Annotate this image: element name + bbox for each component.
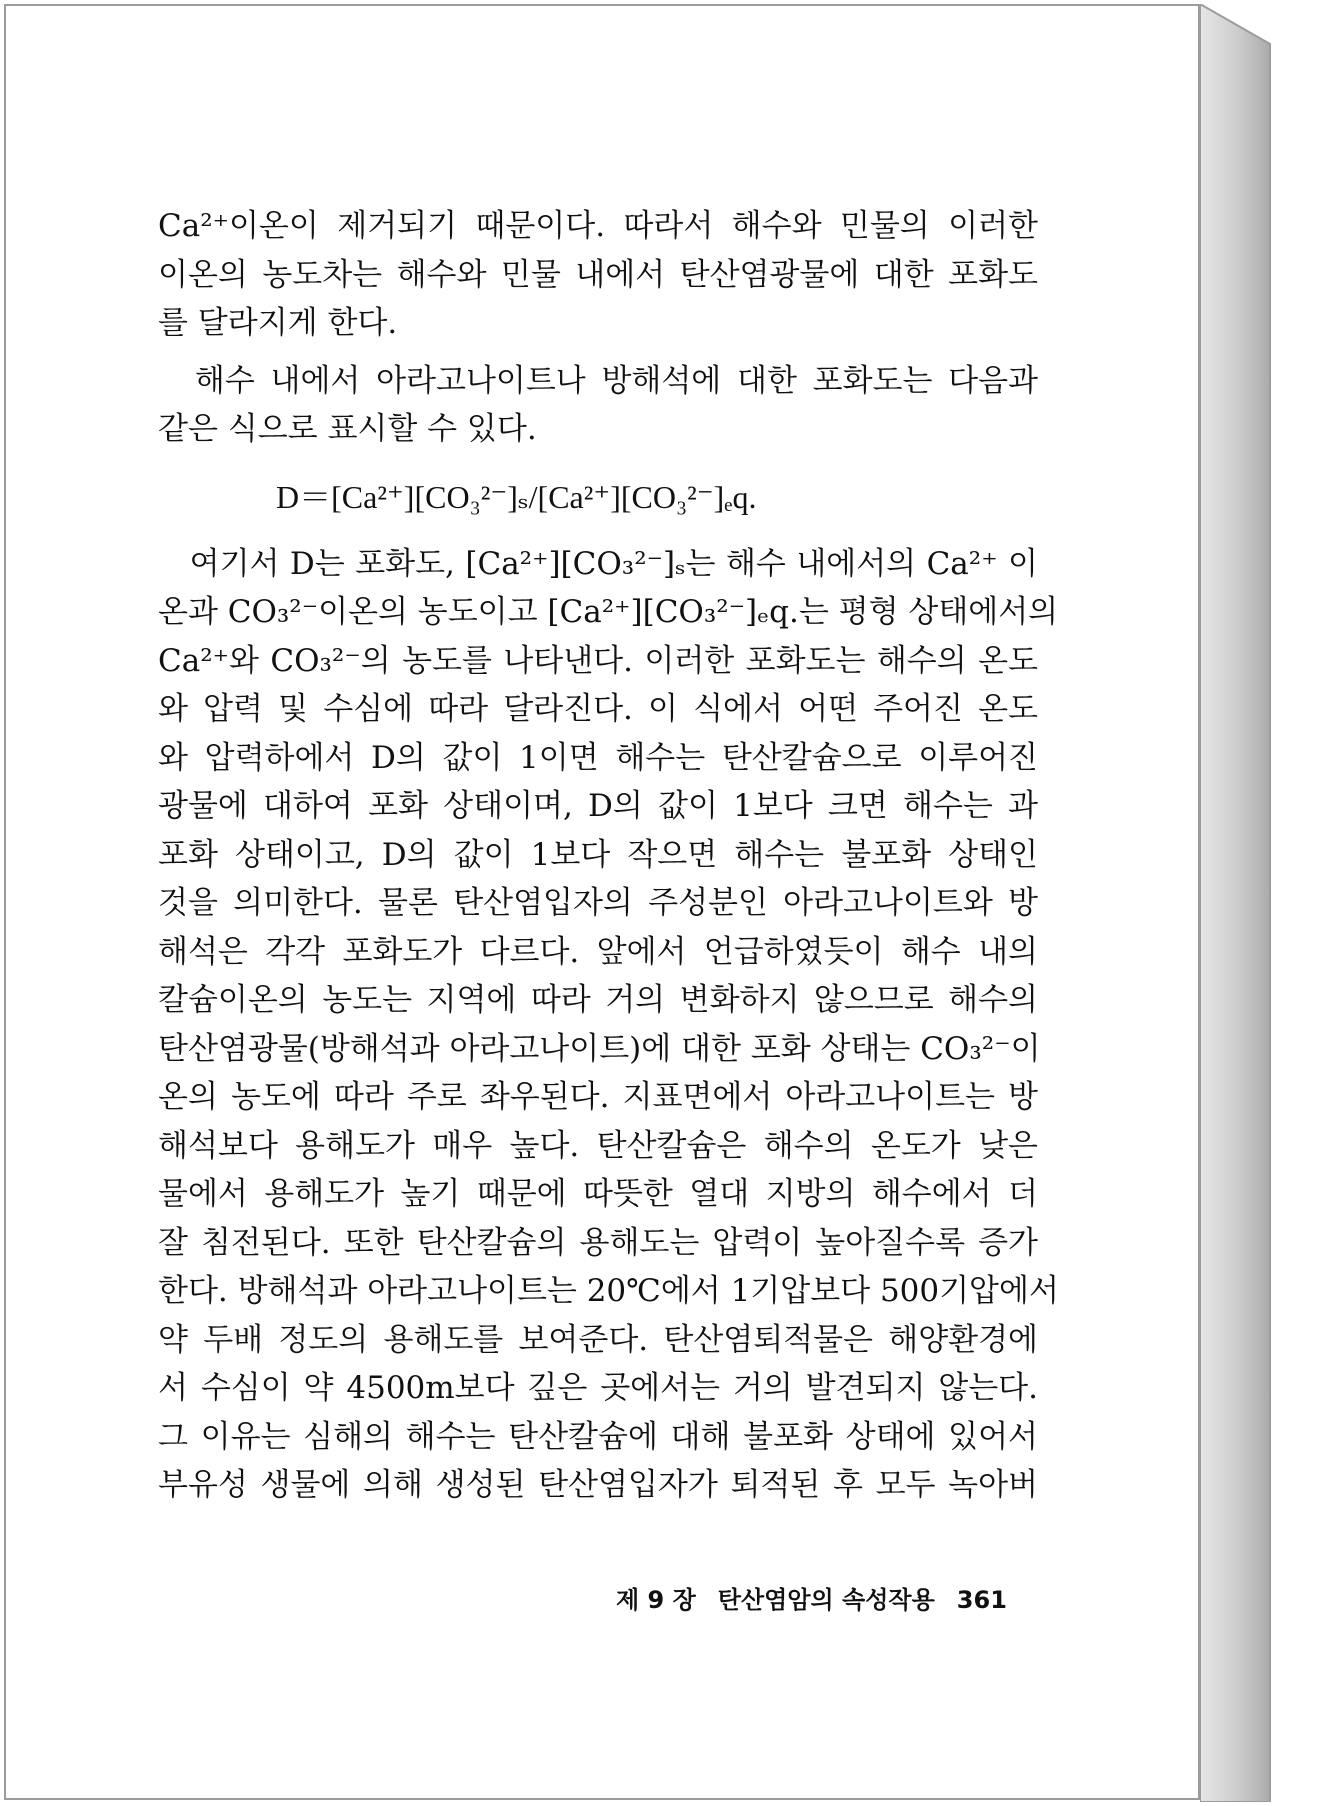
text-line: 와 압력 및 수심에 따라 달라진다. 이 식에서 어떤 주어진 온도 xyxy=(158,691,1038,727)
chapter-label: 제 9 장 xyxy=(616,1586,696,1614)
text-line: 해수 내에서 아라고나이트나 방해석에 대한 포화도는 다음과 xyxy=(158,362,1038,399)
chapter-title: 탄산염암의 속성작용 xyxy=(717,1586,935,1614)
text-line: 와 압력하에서 D의 값이 1이면 해수는 탄산칼슘으로 이루어진 xyxy=(158,739,1038,776)
text-line: 잘 침전된다. 또한 탄산칼슘의 용해도는 압력이 높아질수록 증가 xyxy=(158,1224,1038,1261)
text-line: 를 달라지게 한다. xyxy=(158,305,398,341)
text-line: 부유성 생물에 의해 생성된 탄산염입자가 퇴적된 후 모두 녹아버 xyxy=(158,1467,1038,1503)
page-footer xyxy=(616,1580,1016,1615)
text-line: 칼슘이온의 농도는 지역에 따라 거의 변화하지 않으므로 해수의 xyxy=(158,982,1038,1018)
text-line: 한다. 방해석과 아라고나이트는 20℃에서 1기압보다 500기압에서 xyxy=(158,1273,1059,1309)
text-line: Ca²⁺이온이 제거되기 때문이다. 따라서 해수와 민물의 이러한 xyxy=(158,208,1038,244)
text-line: 온의 농도에 따라 주로 좌우된다. 지표면에서 아라고나이트는 방 xyxy=(158,1079,1038,1115)
text-line: 약 두배 정도의 용해도를 보여준다. 탄산염퇴적물은 해양환경에 xyxy=(158,1321,1038,1358)
text-line: 온과 CO₃²⁻이온의 농도이고 [Ca²⁺][CO₃²⁻]ₑq.는 평형 상태에서의 xyxy=(158,594,1059,630)
book-spine xyxy=(1200,4,1340,1802)
text-line: 해석보다 용해도가 매우 높다. 탄산칼슘은 해수의 온도가 낮은 xyxy=(158,1127,1038,1164)
text-line: 광물에 대하여 포화 상태이며, D의 값이 1보다 크면 해수는 과 xyxy=(158,788,1038,824)
text-line: 탄산염광물(방해석과 아라고나이트)에 대한 포화 상태는 CO₃²⁻이 xyxy=(158,1030,1041,1067)
text-line: 같은 식으로 표시할 수 있다. xyxy=(158,411,537,447)
text-line: 것을 의미한다. 물론 탄산염입자의 주성분인 아라고나이트와 방 xyxy=(158,885,1038,921)
text-line: 해석은 각각 포화도가 다르다. 앞에서 언급하였듯이 해수 내의 xyxy=(158,933,1038,970)
text-line: 서 수심이 약 4500m보다 깊은 곳에서는 거의 발견되지 않는다. xyxy=(158,1370,1038,1406)
body-text xyxy=(158,202,1059,1510)
text-line: Ca²⁺와 CO₃²⁻의 농도를 나타낸다. 이러한 포화도는 해수의 온도 xyxy=(158,642,1038,679)
spine-face xyxy=(1200,4,1270,1802)
text-line: 그 이유는 심해의 해수는 탄산칼슘에 대해 불포화 상태에 있어서 xyxy=(158,1418,1038,1455)
book-page xyxy=(4,4,1200,1800)
text-line: 이온의 농도차는 해수와 민물 내에서 탄산염광물에 대한 포화도 xyxy=(158,256,1038,293)
text-line: 포화 상태이고, D의 값이 1보다 작으면 해수는 불포화 상태인 xyxy=(158,836,1038,873)
page-number: 361 xyxy=(956,1586,1007,1614)
saturation-formula: D＝[Ca²⁺][CO₃²⁻]ₛ/[Ca²⁺][CO₃²⁻]ₑq. xyxy=(276,478,757,515)
text-line: 여기서 D는 포화도, [Ca²⁺][CO₃²⁻]ₛ는 해수 내에서의 Ca²⁺ 이 xyxy=(158,545,1038,582)
text-line: 물에서 용해도가 높기 때문에 따뜻한 열대 지방의 해수에서 더 xyxy=(158,1176,1038,1212)
